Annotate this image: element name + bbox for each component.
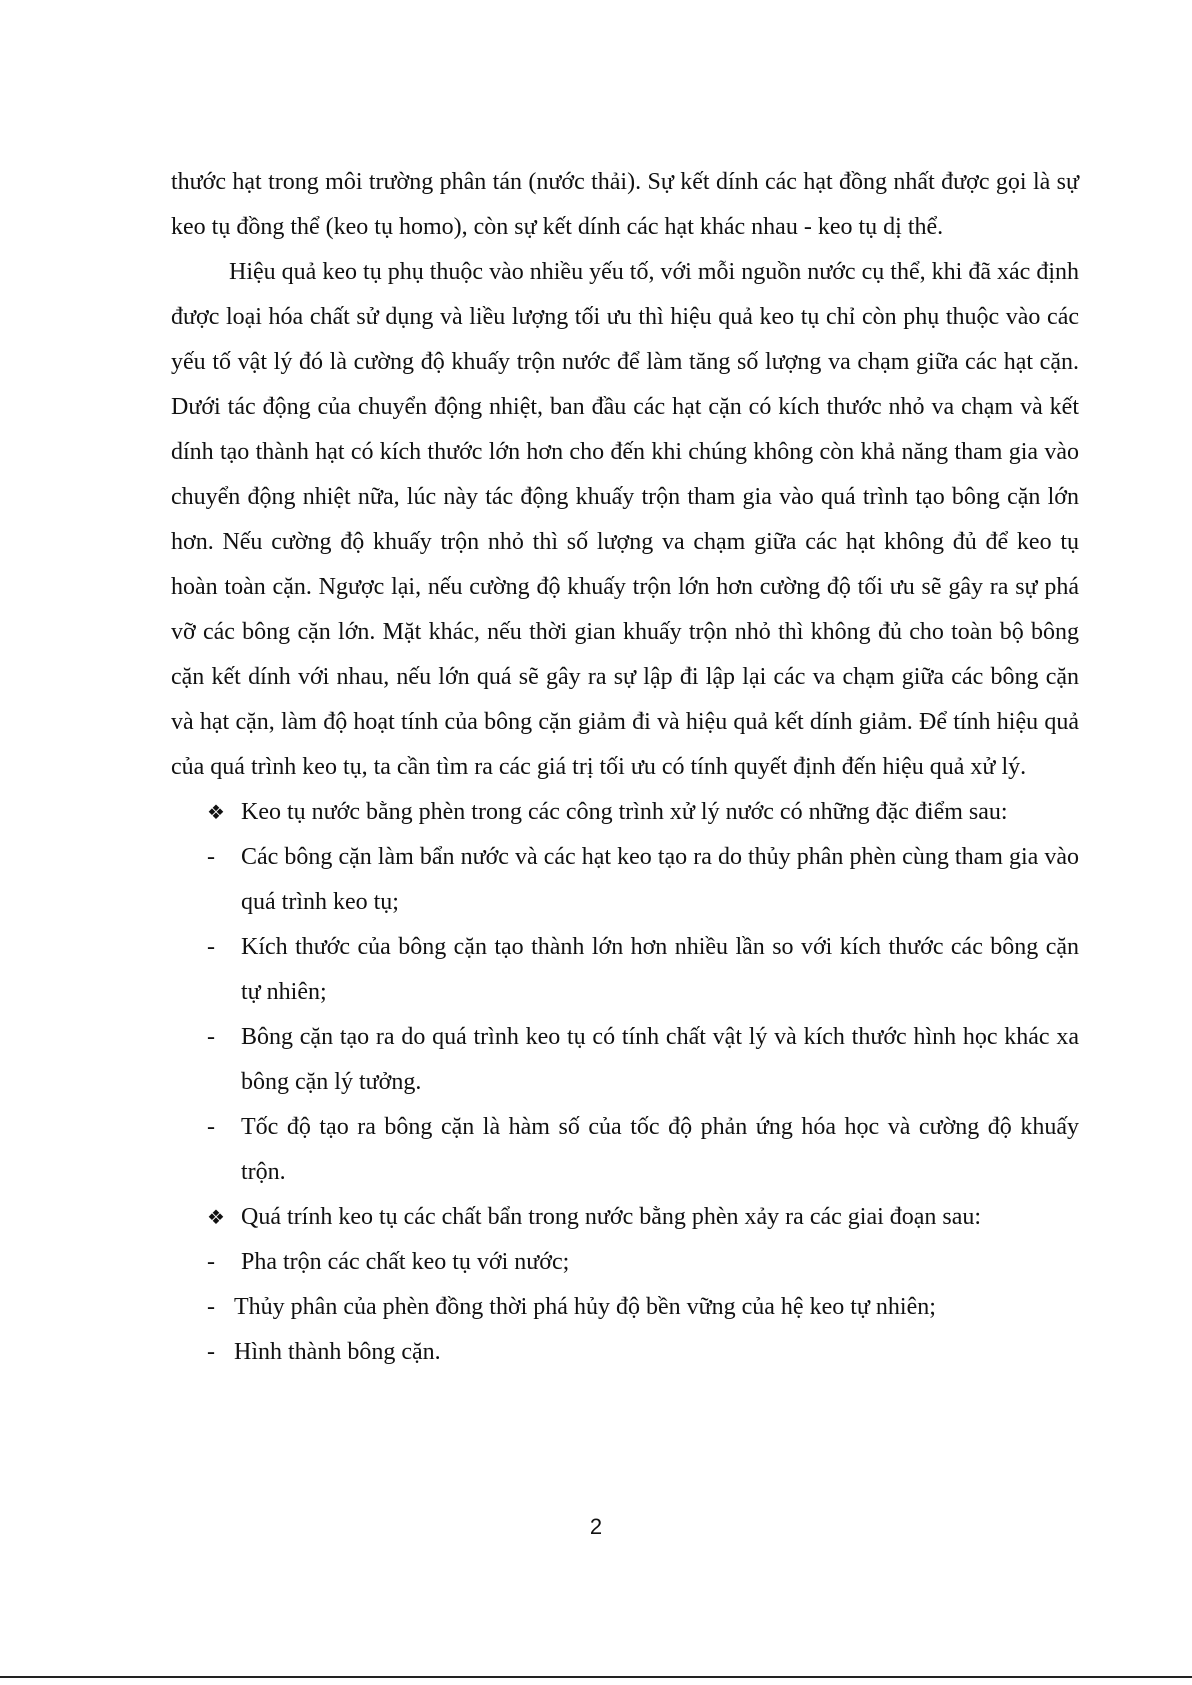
dash-bullet: - (207, 1024, 215, 1050)
dash-bullet: - (207, 1339, 215, 1365)
list-item (171, 1015, 1079, 1105)
list-item (171, 1330, 1079, 1375)
dash-bullet: - (207, 934, 215, 960)
dash-bullet: - (207, 1114, 215, 1140)
page-bottom-divider (0, 1676, 1192, 1678)
list-item (171, 925, 1079, 1015)
list-item (171, 1105, 1079, 1195)
list-item-text: Thủy phân của phèn đồng thời phá hủy độ bền vững của hệ keo tự nhiên; (234, 1294, 936, 1320)
dash-bullet: - (207, 1249, 215, 1275)
list-item-text: Các bông cặn làm bẩn nước và các hạt keo tạo ra do thủy phân phèn cùng tham gia vào quá trình keo tụ; (241, 844, 1079, 915)
diamond-bullet-icon: ❖ (207, 800, 225, 824)
paragraph-flocculation-efficiency: Hiệu quả keo tụ phụ thuộc vào nhiều yếu tố, với mỗi nguồn nước cụ thể, khi đã xác định được loại hóa chất sử dụng và liều lượng tối ưu thì hiệu quả keo tụ chỉ còn phụ thuộc vào các yếu tố vật lý đó là cường độ khuấy trộn nước để làm tăng số lượng va chạm giữa các hạt cặn. Dưới tác động của chuyển động nhiệt, ban đầu các hạt cặn có kích thước nhỏ va chạm và kết dính tạo thành hạt có kích thước lớn hơn cho đến khi chúng không còn khả năng tham gia vào chuyển động nhiệt nữa, lúc này tác động khuấy trộn tham gia vào quá trình tạo bông cặn lớn hơn. Nếu cường độ khuấy trộn nhỏ thì số lượng va chạm giữa các hạt không đủ để keo tụ hoàn toàn cặn. Ngược lại, nếu cường độ khuấy trộn lớn hơn cường độ tối ưu sẽ gây ra sự phá vỡ các bông cặn lớn. Mặt khác, nếu thời gian khuấy trộn nhỏ thì không đủ cho toàn bộ bông cặn kết dính với nhau, nếu lớn quá sẽ gây ra sự lập đi lập lại các va chạm giữa các bông cặn và hạt cặn, làm độ hoạt tính của bông cặn giảm đi và hiệu quả kết dính giảm. Để tính hiệu quả của quá trình keo tụ, ta cần tìm ra các giá trị tối ưu có tính quyết định đến hiệu quả xử lý. (171, 259, 1079, 780)
section-heading-flocculation-stages (171, 1195, 1079, 1240)
dash-bullet: - (207, 844, 215, 870)
list-item (171, 1240, 1079, 1285)
section-heading-alum-characteristics (171, 790, 1079, 835)
list-item (171, 835, 1079, 925)
section-heading-text: Quá trính keo tụ các chất bẩn trong nước bằng phèn xảy ra các giai đoạn sau: (241, 1204, 982, 1230)
section-heading-text: Keo tụ nước bằng phèn trong các công trình xử lý nước có những đặc điểm sau: (241, 799, 1008, 825)
list-item-text: Hình thành bông cặn. (234, 1339, 441, 1365)
page-number: 2 (589, 1514, 603, 1539)
list-item-text: Tốc độ tạo ra bông cặn là hàm số của tốc độ phản ứng hóa học và cường độ khuấy trộn. (241, 1114, 1079, 1185)
diamond-bullet-icon: ❖ (207, 1205, 225, 1229)
page-body (171, 160, 1079, 1375)
paragraph-continuation: thước hạt trong môi trường phân tán (nước thải). Sự kết dính các hạt đồng nhất được gọi là sự keo tụ đồng thể (keo tụ homo), còn sự kết dính các hạt khác nhau - keo tụ dị thể. (171, 169, 1079, 240)
list-item-text: Bông cặn tạo ra do quá trình keo tụ có tính chất vật lý và kích thước hình học khác xa bông cặn lý tưởng. (241, 1024, 1079, 1095)
dash-bullet: - (207, 1294, 215, 1320)
list-item-text: Kích thước của bông cặn tạo thành lớn hơn nhiều lần so với kích thước các bông cặn tự nhiên; (241, 934, 1079, 1005)
list-item (171, 1285, 1079, 1330)
list-item-text: Pha trộn các chất keo tụ với nước; (241, 1249, 570, 1275)
